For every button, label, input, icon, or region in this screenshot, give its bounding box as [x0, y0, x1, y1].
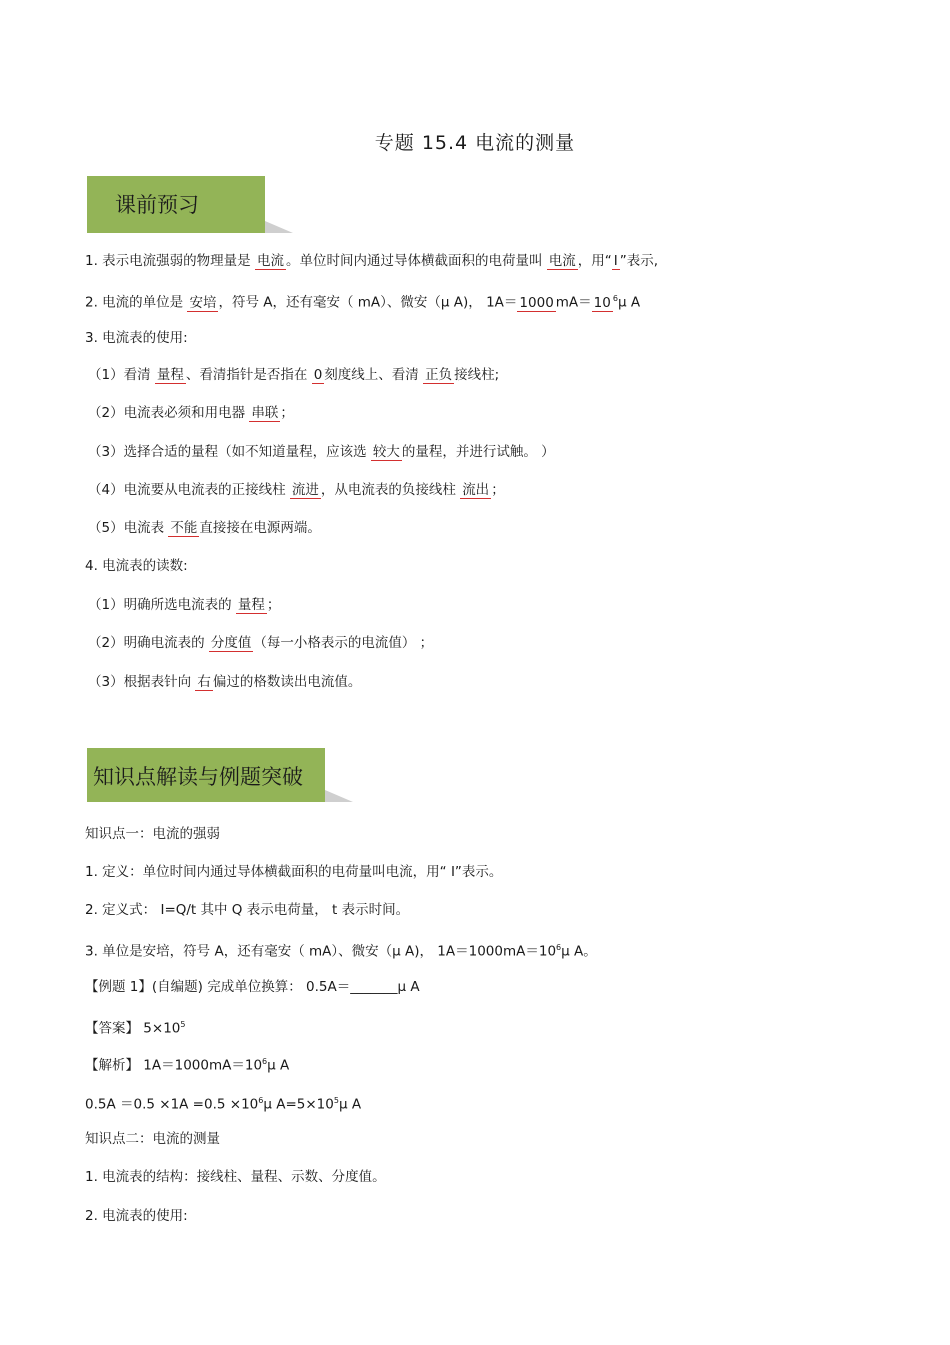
answer-blank: 安培: [189, 294, 217, 311]
section-banner-preview: [87, 176, 265, 233]
page-title: 专题 15.4 电流的测量: [374, 132, 576, 154]
unit: 3. 单位是安培，符号 A，还有毫安（ mA）、微安（μ A)， $1A=1000mA=10^6\mu$ A。: [85, 943, 597, 960]
question-1: 1. 表示电流强弱的物理量是 电流 。单位时间内通过导体横截面积的电荷量叫 电流 ，用“ I ”表示,: [85, 253, 659, 269]
question-2: 2. 电流的单位是 安培 ，符号 A，还有毫安（ mA）、微安（μ A)， 1A＝ 1000 mA＝ 10 $^6$μ A: [85, 294, 641, 311]
answer-blank: 流进: [291, 482, 319, 498]
answer-blank: 量程: [156, 367, 184, 383]
question-4: 4. 电流表的读数:: [85, 558, 188, 574]
answer-blank: 1000: [519, 294, 554, 311]
question-3-5: （5）电流表 不能 直接接在电源两端。: [88, 520, 321, 536]
answer-blank: 10: [593, 294, 611, 311]
ammeter-structure: 1. 电流表的结构：接线柱、量程、示数、分度值。: [85, 1169, 386, 1185]
answer-blank: 流出: [462, 482, 490, 498]
section-heading: 课前预习: [115, 193, 199, 217]
question-3-2: （2）电流表必须和用电器 串联 ；: [88, 405, 294, 421]
definition: 1. 定义：单位时间内通过导体横截面积的电荷量叫电流，用“ I”表示。: [85, 864, 503, 880]
question-4-2: （2）明确电流表的 分度值 （每一小格表示的电流值） ；: [88, 635, 434, 651]
analysis: 【解析】 $1A=1000mA=10^6\mu$ A: [85, 1057, 290, 1074]
question-3: 3. 电流表的使用:: [85, 330, 188, 346]
answer-blank: 不能: [170, 520, 198, 536]
calculation: $0.5A =0.5 \times 1A =0.5 \times 10^6\mu$ $A=5\times 10^5\mu$ A: [85, 1096, 362, 1113]
answer-blank: 较大: [372, 444, 400, 460]
example-1: 【例题 1】(自编题) 完成单位换算： 0.5A＝_______μ A: [85, 979, 420, 995]
formula: 2. 定义式： I=Q/t 其中 Q 表示电荷量， t 表示时间。: [85, 902, 410, 918]
knowledge-point-1: 知识点一：电流的强弱: [85, 826, 220, 842]
section-banner-knowledge: [87, 748, 325, 802]
answer-blank: 电流: [256, 253, 284, 269]
answer-blank: 分度值: [210, 635, 252, 651]
answer-blank: 0: [313, 367, 323, 383]
question-3-4: （4）电流要从电流表的正接线柱 流进 ，从电流表的负接线柱 流出 ；: [88, 482, 505, 498]
answer-blank: 串联: [251, 405, 279, 421]
answer-blank: 正负: [425, 367, 453, 383]
question-4-1: （1）明确所选电流表的 量程 ；: [88, 597, 281, 613]
answer-blank: 量程: [237, 597, 265, 613]
ammeter-usage: 2. 电流表的使用:: [85, 1208, 188, 1224]
question-4-3: （3）根据表针向 右 偏过的格数读出电流值。: [88, 674, 362, 690]
section-heading: 知识点解读与例题突破: [93, 765, 303, 789]
answer-blank: I: [613, 253, 618, 269]
answer-blank: 右: [197, 674, 211, 690]
question-3-3: （3）选择合适的量程（如不知道量程，应该选 较大 的量程，并进行试触。 ）: [88, 444, 555, 460]
knowledge-point-2: 知识点二：电流的测量: [85, 1131, 220, 1147]
answer: 【答案】 $5\times 10^5$: [85, 1020, 186, 1037]
question-3-1: （1）看清 量程 、看清指针是否指在 0 刻度线上、看清 正负 接线柱;: [88, 367, 500, 383]
answer-blank: 电流: [548, 253, 576, 269]
